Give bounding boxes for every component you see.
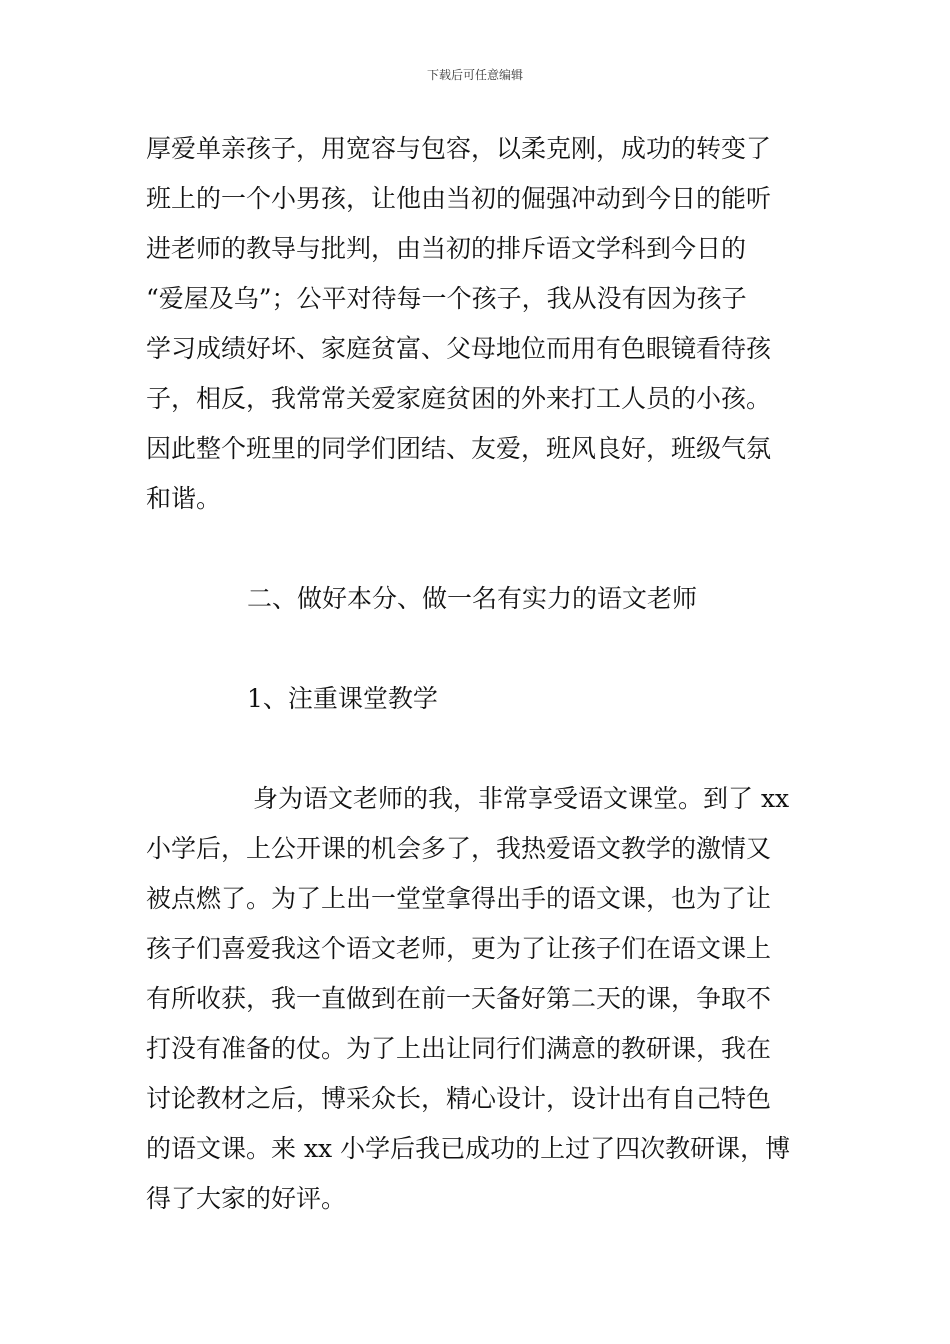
paragraph-line: 孩子们喜爱我这个语文老师，更为了让孩子们在语文课上 bbox=[146, 934, 772, 963]
paragraph-line: 厚爱单亲孩子，用宽容与包容，以柔克刚，成功的转变了 bbox=[146, 134, 772, 163]
paragraph-line: “爱屋及乌”；公平对待每一个孩子，我从没有因为孩子 bbox=[146, 284, 747, 313]
paragraph-line: 有所收获，我一直做到在前一天备好第二天的课，争取不 bbox=[146, 984, 772, 1013]
paragraph-line: 得了大家的好评。 bbox=[146, 1184, 347, 1213]
paragraph-line: 打没有准备的仗。为了上出让同行们满意的教研课，我在 bbox=[146, 1034, 772, 1063]
paragraph-line: 和谐。 bbox=[146, 484, 222, 513]
paragraph-line: 因此整个班里的同学们团结、友爱，班风良好，班级气氛 bbox=[146, 434, 772, 463]
paragraph-line: 讨论教材之后，博采众长，精心设计，设计出有自己特色 bbox=[146, 1084, 772, 1113]
paragraph-line: 进老师的教导与批判，由当初的排斥语文学科到今日的 bbox=[146, 234, 747, 263]
paragraph-line: 被点燃了。为了上出一堂堂拿得出手的语文课，也为了让 bbox=[146, 884, 772, 913]
paragraph-line: 学习成绩好坏、家庭贫富、父母地位而用有色眼镜看待孩 bbox=[146, 334, 772, 363]
paragraph-line: 小学后，上公开课的机会多了，我热爱语文教学的激情又 bbox=[146, 834, 772, 863]
header-note: 下载后可任意编辑 bbox=[426, 68, 523, 82]
paragraph-line: 子，相反，我常常关爱家庭贫困的外来打工人员的小孩。 bbox=[146, 384, 772, 413]
paragraph-line: 班上的一个小男孩，让他由当初的倔强冲动到今日的能听 bbox=[146, 184, 772, 213]
subsection-heading: 1、注重课堂教学 bbox=[247, 684, 438, 713]
section-heading: 二、做好本分、做一名有实力的语文老师 bbox=[247, 584, 698, 613]
paragraph-line: 身为语文老师的我，非常享受语文课堂。到了 xx bbox=[253, 784, 790, 813]
paragraph-line: 的语文课。来 xx 小学后我已成功的上过了四次教研课，博 bbox=[146, 1134, 791, 1163]
